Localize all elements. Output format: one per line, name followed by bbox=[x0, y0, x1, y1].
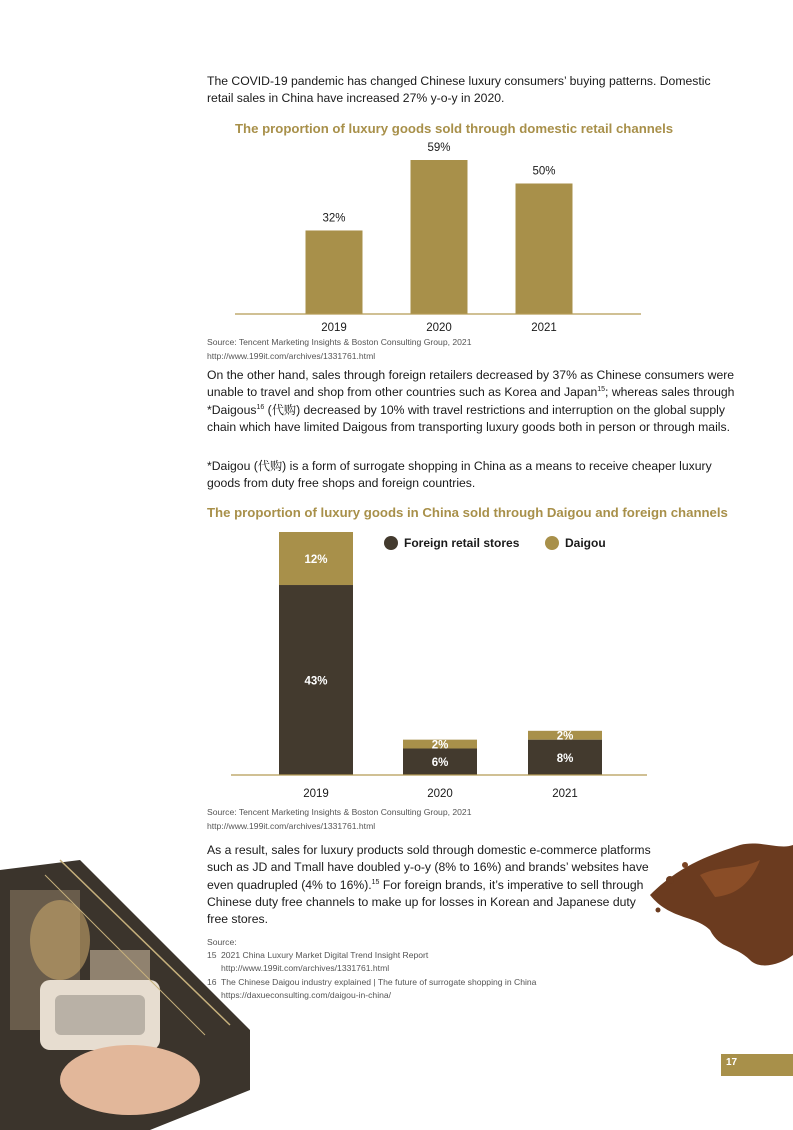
para4-text-b: For foreign brands, it’s imperative to sell through Chinese duty free channels to make up for losses in Korean and Japanese duty free stores. bbox=[207, 877, 644, 927]
para2-text-c: (代购) decreased by 10% with travel restrictions and interruption on the global supply chain which have limited Daigous from transporting luxury goods both in person or through mails. bbox=[207, 402, 730, 434]
para4-text-a: As a result, sales for luxury products sold through domestic e-commerce platforms such as JD and Tmall have doubled y-o-y (8% to 16%) and brands’ websites have even quadrupled (4% to 16%). bbox=[207, 843, 651, 892]
daigou-definition: *Daigou (代购) is a form of surrogate shopping in China as a means to receive cheaper luxury goods from duty free shops and foreign countries. bbox=[207, 459, 712, 491]
legend-foreign-label: Foreign retail stores bbox=[404, 536, 520, 550]
page-number: 17 bbox=[726, 1057, 738, 1068]
foreign-label-2019: 43% bbox=[304, 675, 328, 688]
legend-daigou-swatch bbox=[545, 536, 559, 550]
chart2-title: The proportion of luxury goods in China sold through Daigou and foreign channels bbox=[207, 505, 728, 520]
foreign-label-2020: 6% bbox=[431, 757, 449, 770]
chart2-source bbox=[207, 805, 472, 833]
x-tick-2020: 2020 bbox=[427, 788, 453, 800]
x-tick-2019: 2019 bbox=[303, 788, 329, 800]
x-tick-2020: 2020 bbox=[426, 322, 452, 334]
daigou-label-2020: 2% bbox=[431, 739, 449, 752]
daigou-label-2019: 12% bbox=[304, 554, 328, 567]
legend-foreign-swatch bbox=[384, 536, 398, 550]
value-label-2020: 59% bbox=[427, 142, 451, 154]
footnote-url[interactable]: http://www.199it.com/archives/1331761.html bbox=[221, 963, 390, 974]
x-tick-2019: 2019 bbox=[321, 322, 347, 334]
ecommerce-paragraph bbox=[207, 842, 652, 928]
page-number-tab bbox=[721, 1054, 793, 1076]
footnote-ref-15: 15 bbox=[597, 386, 606, 394]
chart1-source-url: http://www.199it.com/archives/1331761.html bbox=[207, 351, 376, 361]
legend-daigou-label: Daigou bbox=[565, 536, 606, 550]
footnote-number: 15 bbox=[207, 950, 217, 961]
footnote-url[interactable]: https://daxueconsulting.com/daigou-in-china/ bbox=[221, 989, 392, 1000]
footnote-ref-15b: 15 bbox=[371, 878, 380, 886]
footnotes-heading: Source: bbox=[207, 937, 237, 947]
footnote-item bbox=[207, 976, 536, 989]
footnote-item bbox=[207, 949, 536, 962]
value-label-2021: 50% bbox=[532, 165, 556, 178]
footnote-title: 2021 China Luxury Market Digital Trend Insight Report bbox=[221, 950, 429, 961]
footnote-number: 16 bbox=[207, 976, 217, 987]
chart2-source-url: http://www.199it.com/archives/1331761.html bbox=[207, 821, 376, 831]
decorative-splash bbox=[640, 825, 793, 975]
chart1-title: The proportion of luxury goods sold through domestic retail channels bbox=[235, 121, 674, 136]
chart1-source-line1: Source: Tencent Marketing Insights & Boston Consulting Group, 2021 bbox=[207, 337, 472, 347]
daigou-label-2021: 2% bbox=[556, 730, 574, 743]
footnote-ref-16: 16 bbox=[256, 403, 265, 411]
para2-text-b: ; whereas sales through *Daigous bbox=[207, 385, 735, 417]
chart2-source-line1: Source: Tencent Marketing Insights & Boston Consulting Group, 2021 bbox=[207, 807, 472, 817]
x-tick-2021: 2021 bbox=[531, 322, 557, 334]
value-label-2019: 32% bbox=[322, 212, 346, 225]
para2-text-a: On the other hand, sales through foreign retailers decreased by 37% as Chinese consumers were unable to travel and shop from other countries such as Korea and Japan bbox=[207, 368, 735, 400]
x-tick-2021: 2021 bbox=[552, 788, 578, 800]
intro-paragraph: The COVID-19 pandemic has changed Chinese luxury consumers’ buying patterns. Domestic retail sales in China have increased 27% y-o-y in 2020. bbox=[207, 74, 711, 106]
footnote-title: The Chinese Daigou industry explained | The future of surrogate shopping in China bbox=[221, 976, 537, 987]
footnotes bbox=[207, 936, 536, 1002]
foreign-label-2021: 8% bbox=[556, 752, 574, 765]
